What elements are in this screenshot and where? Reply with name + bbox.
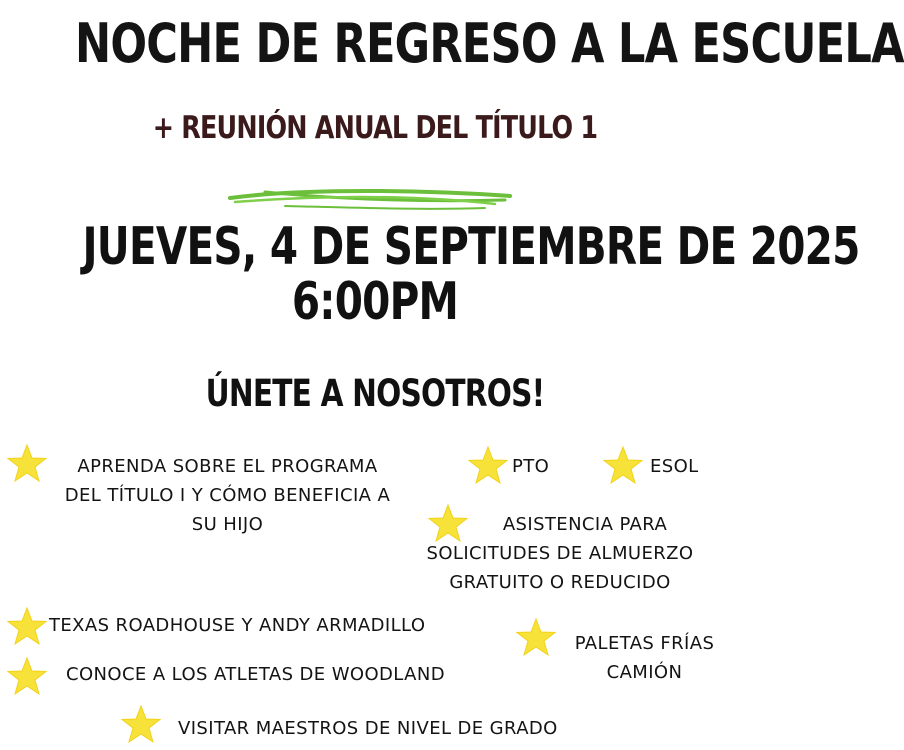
activity-text: DEL TÍTULO I Y CÓMO BENEFICIA A [64,485,391,506]
star-icon [515,617,557,657]
activity-pto: PTO [512,456,550,477]
activity-teachers: VISITAR MAESTROS DE NIVEL DE GRADO [178,718,558,739]
star-icon [6,656,48,696]
activity-text: SU HIJO [191,514,264,535]
activity-athletes: CONOCE A LOS ATLETAS DE WOODLAND [66,664,445,685]
join-us-heading: ÚNETE A NOSOTROS! [205,372,545,415]
star-icon [467,445,509,485]
star-icon [6,606,48,646]
page-subtitle: + REUNIÓN ANUAL DEL TÍTULO 1 [152,110,598,146]
page-title: NOCHE DE REGRESO A LA ESCUELA [75,12,904,75]
activity-lunch-assistance [410,510,710,597]
brush-divider [225,180,515,220]
activity-esol: ESOL [650,456,699,477]
activity-text: CAMIÓN [606,662,683,683]
activity-text: SOLICITUDES DE ALMUERZO [426,543,694,564]
star-icon [120,704,162,744]
activity-texas-roadhouse: TEXAS ROADHOUSE Y ANDY ARMADILLO [49,615,426,636]
activity-paletas [552,629,737,687]
activity-title1-program [30,452,425,539]
star-icon [602,445,644,485]
event-time: 6:00PM [291,272,459,332]
activity-text: APRENDA SOBRE EL PROGRAMA [77,456,378,477]
activity-text: PALETAS FRÍAS [574,633,715,654]
activity-text: GRATUITO O REDUCIDO [449,572,671,593]
event-date: JUEVES, 4 DE SEPTIEMBRE DE 2025 [82,217,860,277]
activity-text: ASISTENCIA PARA [502,514,668,535]
